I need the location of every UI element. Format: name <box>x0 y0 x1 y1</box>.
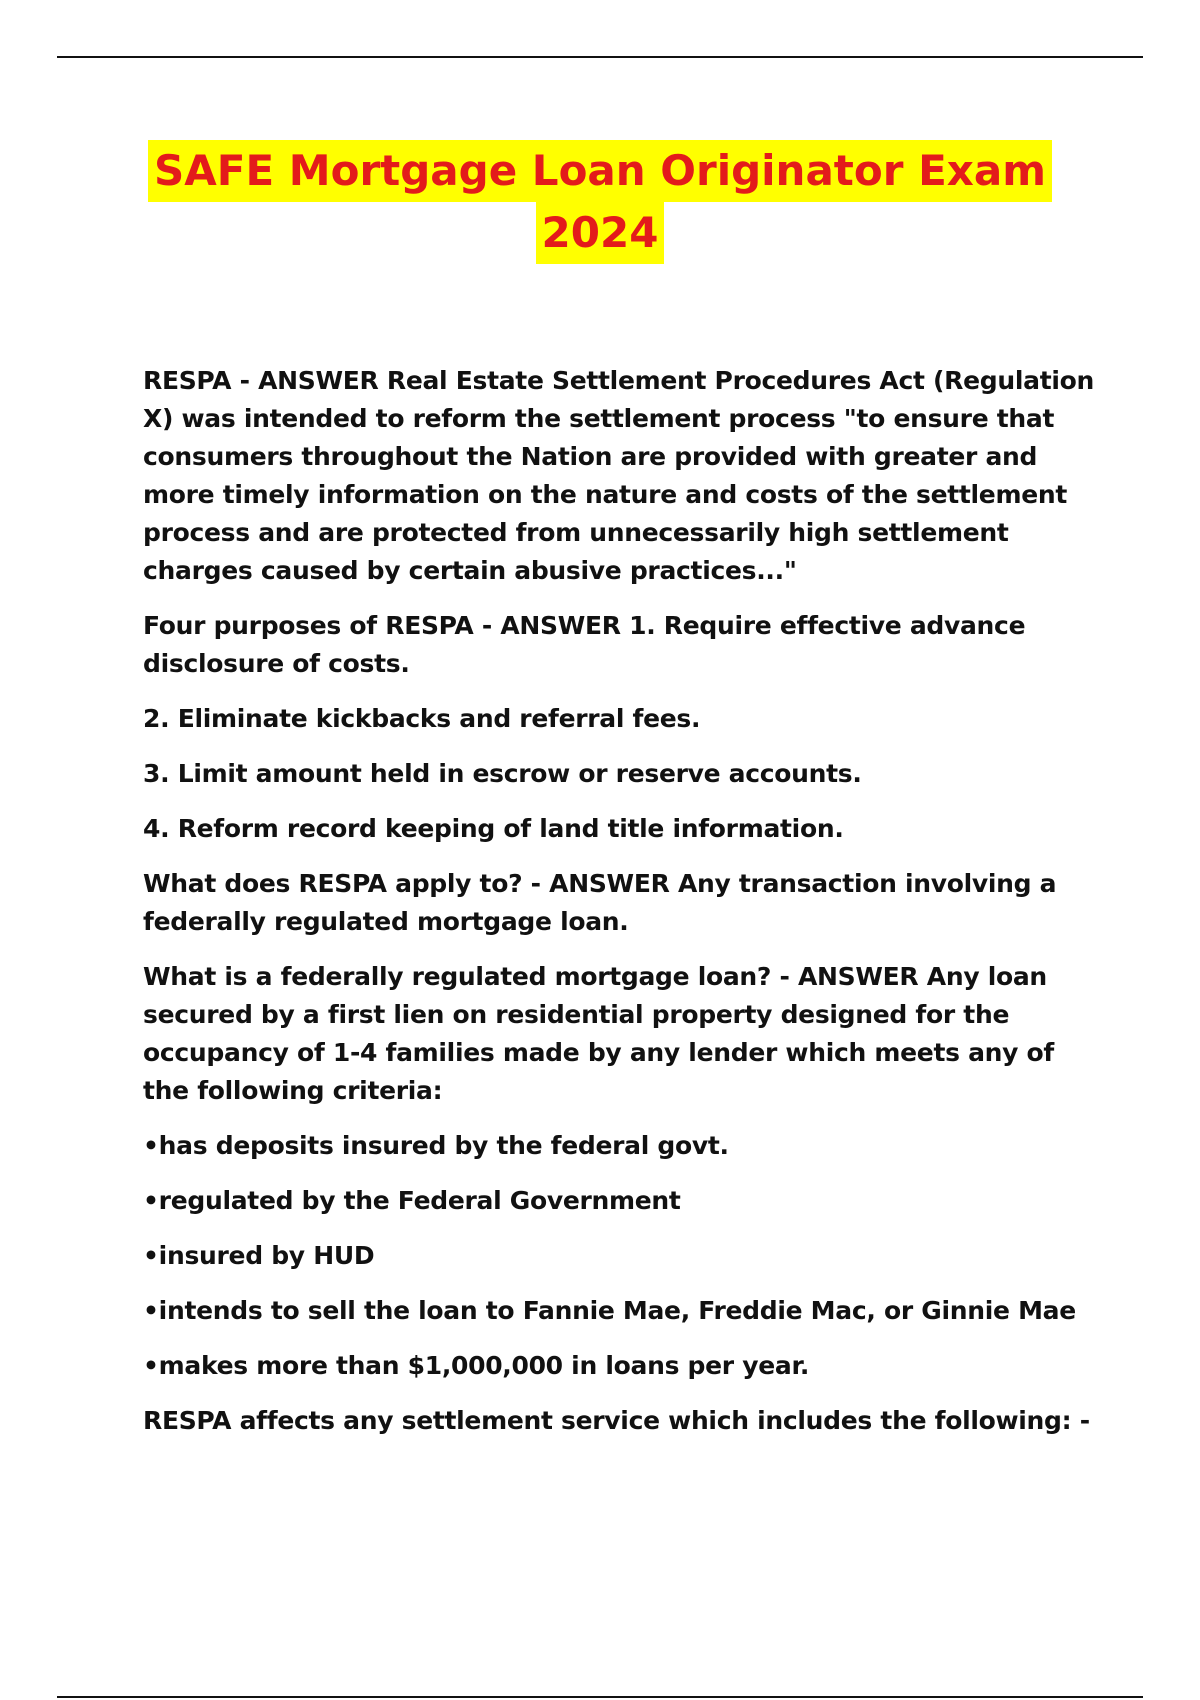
paragraph-settlement-service: RESPA affects any settlement service which includes the following: - <box>143 1406 1090 1435</box>
paragraph-purpose-2: 2. Eliminate kickbacks and referral fees. <box>143 704 701 733</box>
bullet-item: •has deposits insured by the federal govt. <box>143 1131 729 1160</box>
paragraph-federally-regulated-loan: What is a federally regulated mortgage loan? - ANSWER Any loan secured by a first lien on residential property designed for the occupancy of 1-4 families made by any lender which meets any of the following criteria: <box>143 962 1055 1105</box>
bullet-item: •makes more than $1,000,000 in loans per year. <box>143 1351 810 1380</box>
title-line-1: SAFE Mortgage Loan Originator Exam <box>148 140 1052 202</box>
document-body <box>143 362 1103 1457</box>
paragraph-respa-applies: What does RESPA apply to? - ANSWER Any transaction involving a federally regulated mortgage loan. <box>143 869 1057 936</box>
document-title <box>0 140 1200 264</box>
top-rule <box>57 56 1143 58</box>
paragraph-respa-definition: RESPA - ANSWER Real Estate Settlement Procedures Act (Regulation X) was intended to reform the settlement process "to ensure that consumers throughout the Nation are provided with greater and more timely information on the nature and costs of the settlement process and are protected from unnecessarily high settlement charges caused by certain abusive practices..." <box>143 366 1095 585</box>
paragraph-four-purposes: Four purposes of RESPA - ANSWER 1. Require effective advance disclosure of costs. <box>143 611 1026 678</box>
title-line-2: 2024 <box>536 202 665 264</box>
bottom-rule <box>57 1696 1143 1698</box>
bullet-item: •intends to sell the loan to Fannie Mae, Freddie Mac, or Ginnie Mae <box>143 1296 1076 1325</box>
bullet-item: •regulated by the Federal Government <box>143 1186 681 1215</box>
paragraph-purpose-3: 3. Limit amount held in escrow or reserve accounts. <box>143 759 862 788</box>
paragraph-purpose-4: 4. Reform record keeping of land title information. <box>143 814 844 843</box>
bullet-item: •insured by HUD <box>143 1241 375 1270</box>
